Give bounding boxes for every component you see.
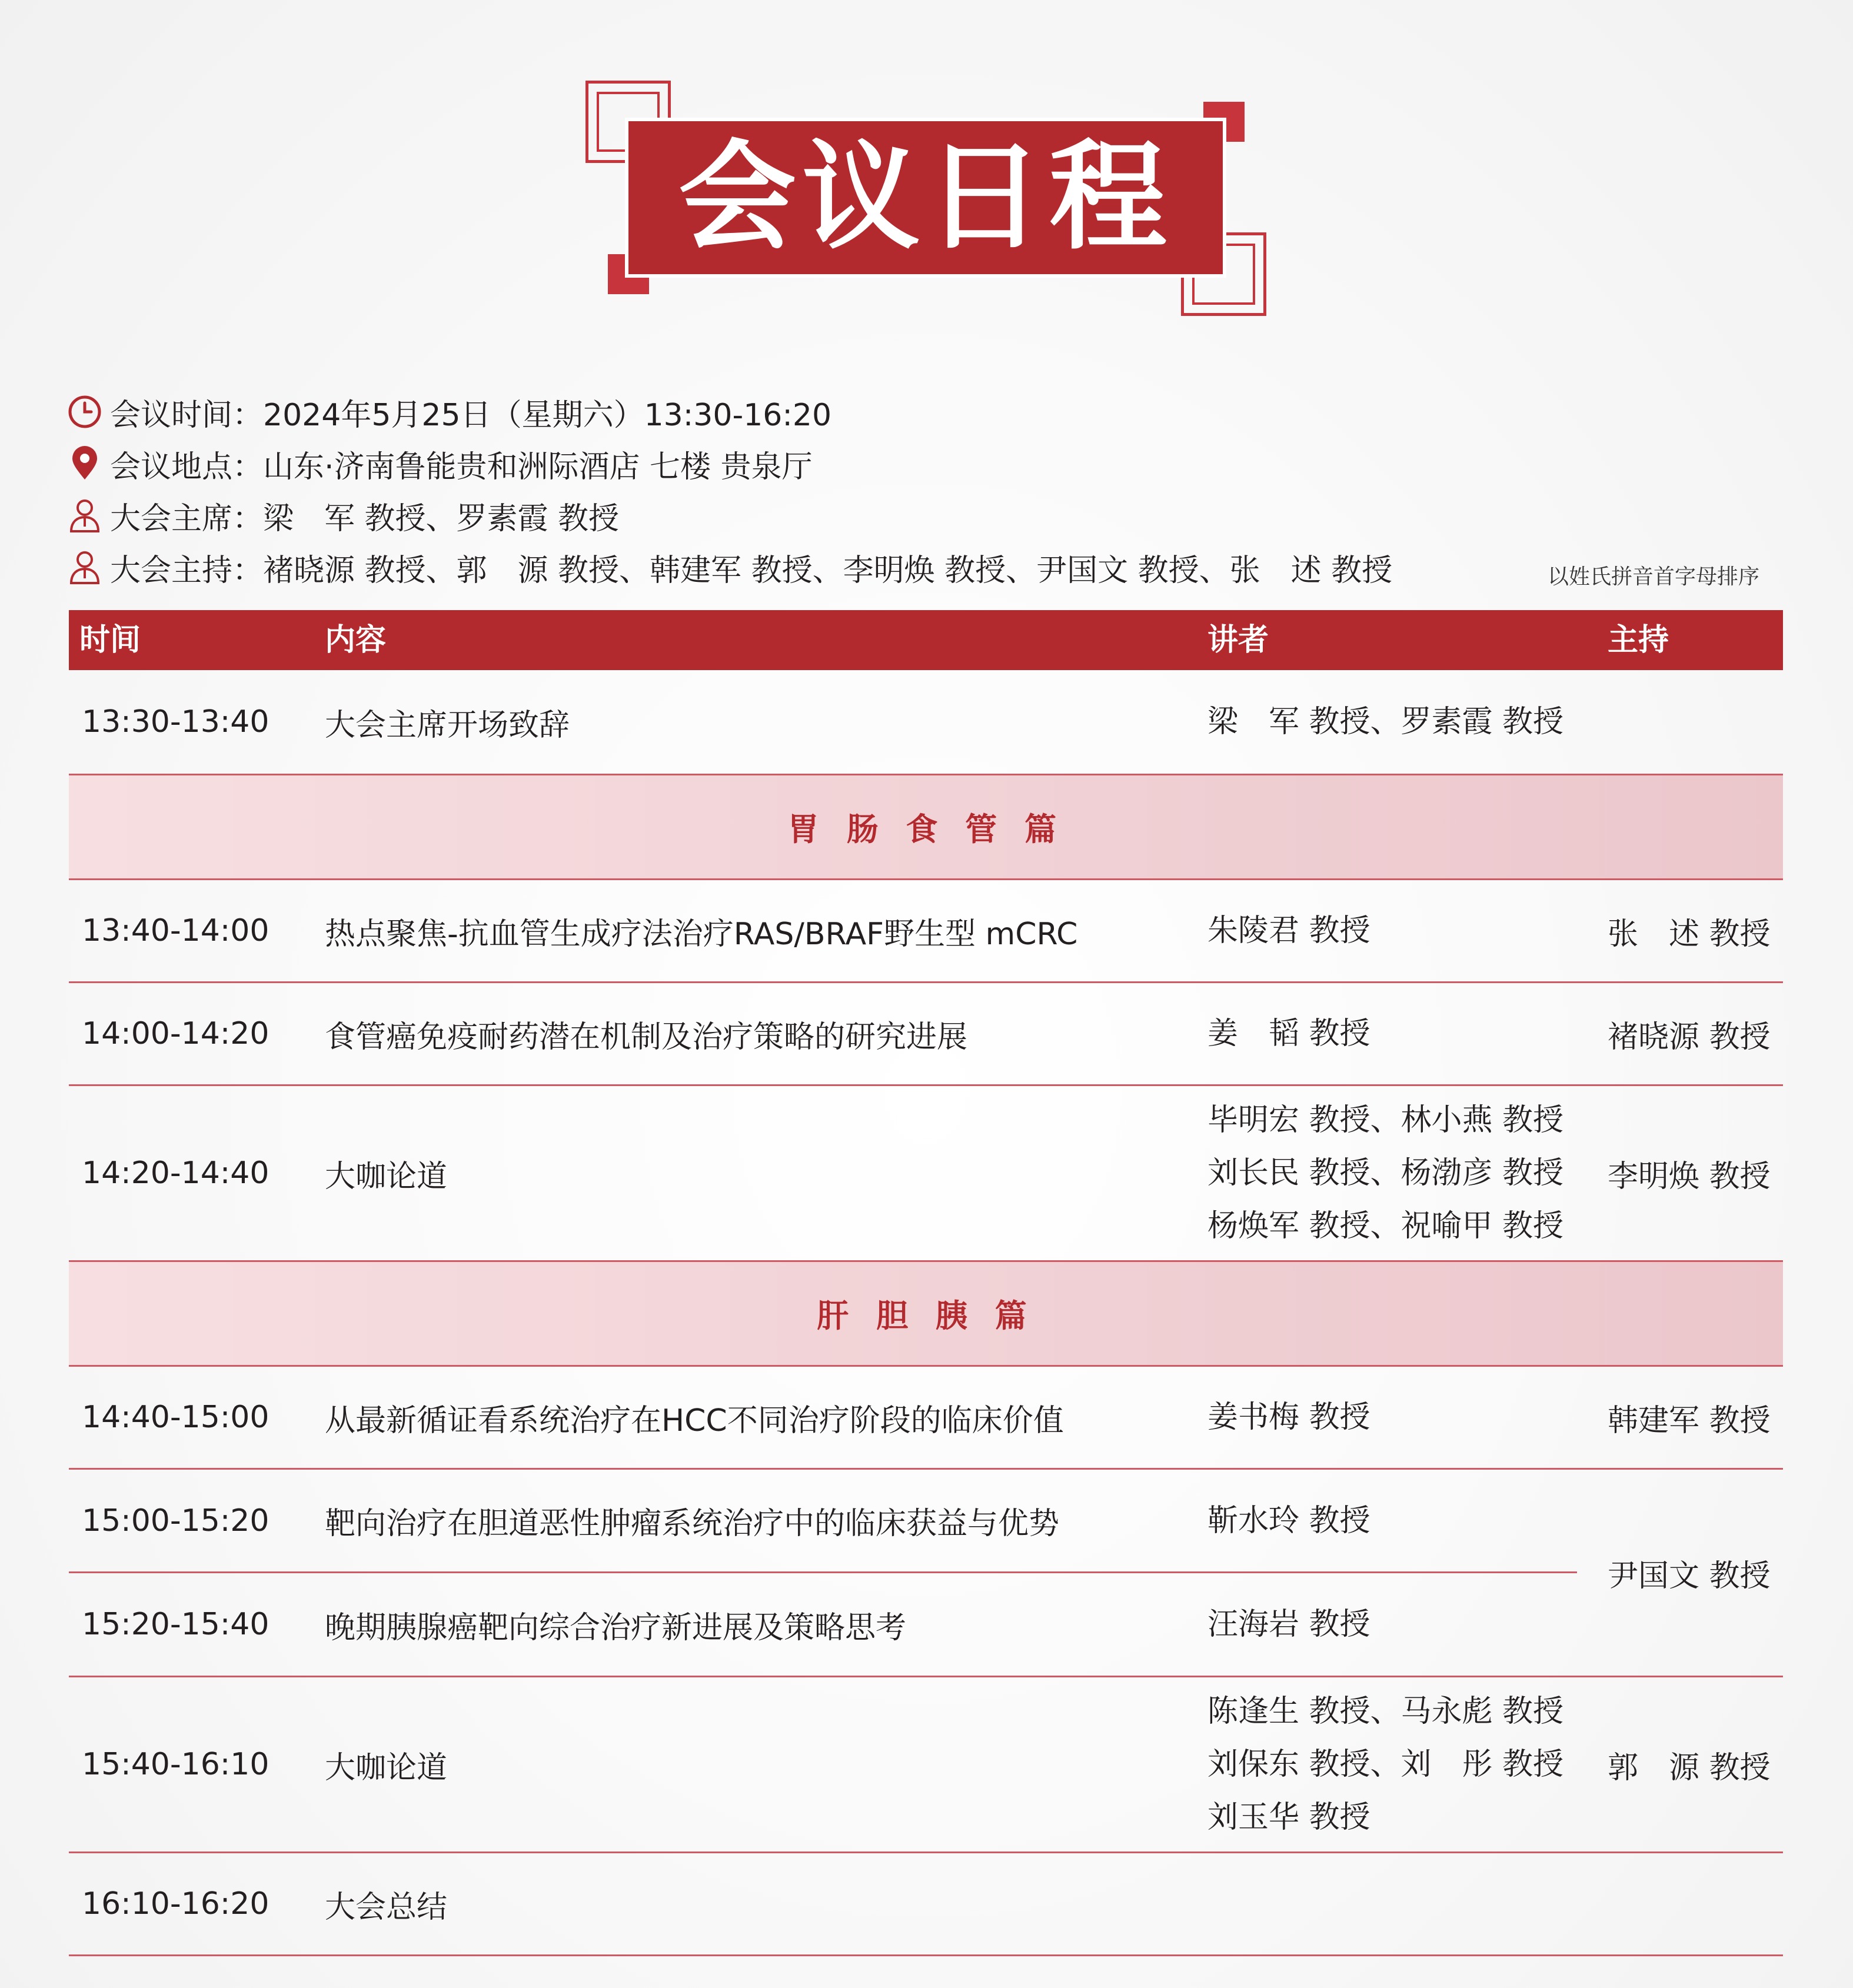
speaker-line: 姜 韬 教授 bbox=[1207, 1016, 1370, 1051]
header-content: 内容 bbox=[325, 622, 387, 658]
table-row bbox=[69, 1086, 1783, 1262]
row-content: 靶向治疗在胆道恶性肿瘤系统治疗中的临床获益与优势 bbox=[325, 1506, 1060, 1541]
speaker-line: 刘保东 教授、刘 彤 教授 bbox=[1207, 1747, 1564, 1782]
title-banner bbox=[628, 121, 1223, 274]
row-content: 热点聚焦-抗血管生成疗法治疗RAS/BRAF野生型 mCRC bbox=[325, 916, 1078, 952]
section-gastro: 胃 肠 食 管 篇 bbox=[69, 775, 1783, 880]
header-time: 时间 bbox=[79, 622, 141, 658]
speaker-line: 刘玉华 教授 bbox=[1207, 1800, 1370, 1835]
row-speakers bbox=[1207, 1086, 1563, 1260]
row-content: 食管癌免疫耐药潜在机制及治疗策略的研究进展 bbox=[325, 1019, 968, 1055]
table-row bbox=[69, 1677, 1783, 1853]
row-time: 16:10-16:20 bbox=[82, 1886, 270, 1922]
table-row bbox=[69, 880, 1783, 983]
person-icon bbox=[66, 497, 103, 534]
row-host: 李明焕 教授 bbox=[1608, 1158, 1771, 1194]
row-time: 13:30-13:40 bbox=[82, 704, 270, 740]
speaker-line: 刘长民 教授、杨渤彦 教授 bbox=[1207, 1155, 1564, 1191]
speaker-line: 杨焕军 教授、祝喻甲 教授 bbox=[1207, 1208, 1564, 1244]
row-content: 大咖论道 bbox=[325, 1750, 448, 1786]
info-location bbox=[66, 441, 813, 486]
row-content: 从最新循证看系统治疗在HCC不同治疗阶段的临床价值 bbox=[325, 1403, 1064, 1438]
info-host-text: 大会主持：褚晓源 教授、郭 源 教授、韩建军 教授、李明焕 教授、尹国文 教授、张 述 教授 bbox=[110, 552, 1393, 588]
row-speakers bbox=[1207, 983, 1370, 1084]
location-pin-icon bbox=[66, 445, 103, 482]
table-header bbox=[69, 610, 1783, 670]
table-row bbox=[69, 1853, 1783, 1956]
row-speakers bbox=[1207, 1470, 1370, 1571]
row-time: 15:40-16:10 bbox=[82, 1747, 270, 1782]
header-speaker: 讲者 bbox=[1207, 622, 1269, 658]
info-time-text: 会议时间：2024年5月25日（星期六）13:30-16:20 bbox=[110, 397, 832, 433]
row-host-merged: 尹国文 教授 bbox=[1608, 1558, 1771, 1594]
speaker-line: 汪海岩 教授 bbox=[1207, 1607, 1370, 1642]
row-host: 褚晓源 教授 bbox=[1608, 1019, 1771, 1055]
row-content: 大会主席开场致辞 bbox=[325, 707, 570, 743]
info-host bbox=[66, 545, 1392, 590]
info-chair-text: 大会主席：梁 军 教授、罗素霞 教授 bbox=[110, 501, 620, 537]
schedule-table bbox=[69, 610, 1783, 1956]
row-time: 14:20-14:40 bbox=[82, 1155, 270, 1191]
row-host: 韩建军 教授 bbox=[1608, 1403, 1771, 1438]
row-host: 张 述 教授 bbox=[1608, 916, 1771, 952]
row-content: 大会总结 bbox=[325, 1889, 448, 1925]
clock-icon bbox=[66, 394, 103, 430]
page-title: 会议日程 bbox=[678, 129, 1173, 266]
row-speakers bbox=[1207, 670, 1563, 774]
info-chair bbox=[66, 493, 619, 538]
row-time: 13:40-14:00 bbox=[82, 913, 270, 948]
speaker-line: 靳水玲 教授 bbox=[1207, 1503, 1370, 1539]
row-speakers bbox=[1207, 1573, 1370, 1676]
table-row bbox=[69, 670, 1783, 775]
speaker-line: 朱陵君 教授 bbox=[1207, 913, 1370, 948]
info-location-text: 会议地点：山东·济南鲁能贵和洲际酒店 七楼 贵泉厅 bbox=[110, 449, 813, 485]
row-content: 大咖论道 bbox=[325, 1158, 448, 1194]
person-icon bbox=[66, 549, 103, 585]
table-row bbox=[69, 1367, 1783, 1470]
row-time: 14:00-14:20 bbox=[82, 1016, 270, 1051]
row-speakers bbox=[1207, 880, 1370, 981]
table-row-group bbox=[69, 1470, 1783, 1677]
header-host: 主持 bbox=[1608, 622, 1669, 658]
section-hepatobiliary: 肝 胆 胰 篇 bbox=[69, 1262, 1783, 1367]
speaker-line: 姜书梅 教授 bbox=[1207, 1400, 1370, 1435]
row-speakers bbox=[1207, 1367, 1370, 1468]
row-host: 郭 源 教授 bbox=[1608, 1750, 1771, 1786]
row-content: 晚期胰腺癌靶向综合治疗新进展及策略思考 bbox=[325, 1610, 907, 1646]
row-time: 14:40-15:00 bbox=[82, 1400, 270, 1435]
speaker-line: 梁 军 教授、罗素霞 教授 bbox=[1207, 704, 1564, 740]
sort-note: 以姓氏拼音首字母排序 bbox=[1548, 565, 1760, 589]
info-time bbox=[66, 389, 831, 434]
table-row bbox=[69, 983, 1783, 1086]
row-time: 15:00-15:20 bbox=[82, 1503, 270, 1539]
speaker-line: 毕明宏 教授、林小燕 教授 bbox=[1207, 1103, 1564, 1138]
row-time: 15:20-15:40 bbox=[82, 1607, 270, 1642]
speaker-line: 陈逢生 教授、马永彪 教授 bbox=[1207, 1694, 1564, 1729]
row-speakers bbox=[1207, 1677, 1563, 1852]
